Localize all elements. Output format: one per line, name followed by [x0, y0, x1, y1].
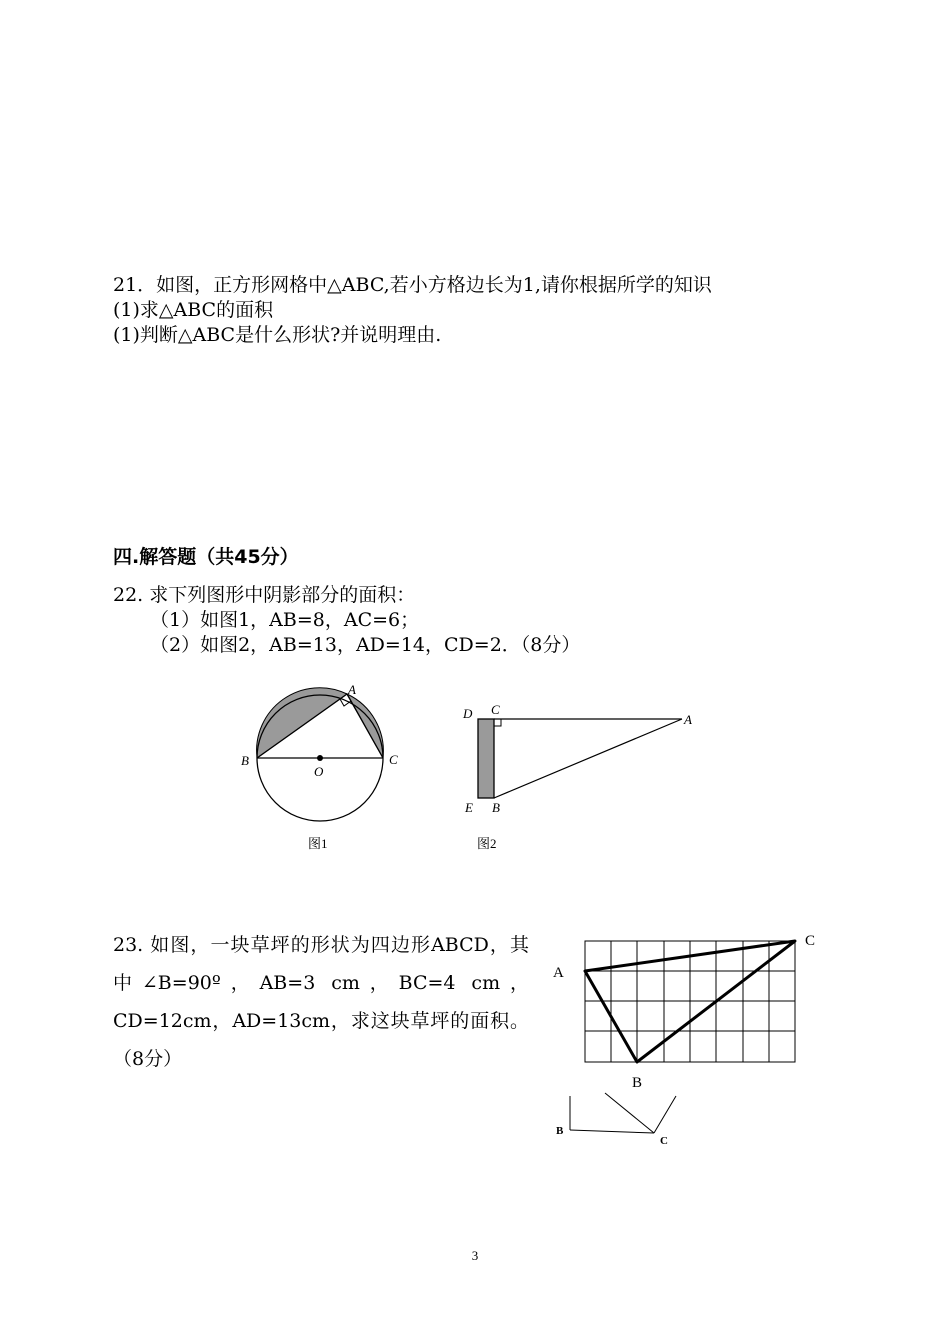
label-c: C: [491, 702, 500, 717]
label-a: A: [684, 712, 692, 727]
label-b: B: [492, 800, 500, 815]
label-a: A: [348, 682, 356, 697]
shaded-rectangle: [478, 719, 494, 798]
label-b: B: [632, 1075, 643, 1091]
center-point-o: [317, 755, 323, 761]
figure-2-caption: 图2: [477, 836, 497, 851]
q22-line1: 22. 求下列图形中阴影部分的面积：: [113, 584, 416, 606]
grid-figure: [545, 925, 825, 1095]
q22-line2: （1）如图1，AB=8，AC=6；: [150, 609, 420, 631]
label-b: B: [241, 753, 249, 768]
label-b: B: [556, 1125, 564, 1137]
q21-line3: (1)判断△ABC是什么形状?并说明理由.: [113, 324, 442, 346]
side-c-top: [605, 1093, 654, 1133]
right-angle-mark-c: [494, 719, 501, 726]
side-bc: [570, 1130, 654, 1133]
label-e: E: [465, 800, 473, 815]
side-cd: [654, 1096, 676, 1133]
q23-text: 23. 如图，一块草坪的形状为四边形ABCD，其中∠B=90º，AB=3 cm，BC=4 cm，CD=12cm，AD=13cm，求这块草坪的面积。（8分）: [113, 934, 529, 1070]
quadrilateral-sketch: [550, 1090, 680, 1150]
label-d: D: [463, 706, 473, 721]
segment-ab: [494, 719, 682, 798]
figure-1-caption: 图1: [308, 836, 328, 851]
page-number: 3: [471, 1248, 479, 1263]
section-heading: 四.解答题（共45分）: [113, 546, 299, 568]
q21-line2: (1)求△ABC的面积: [113, 299, 274, 321]
label-c: C: [660, 1135, 668, 1147]
label-c: C: [805, 933, 816, 949]
figure-2: [455, 695, 700, 855]
grid-lines: [585, 941, 795, 1062]
label-a: A: [553, 965, 564, 981]
label-o: O: [314, 764, 324, 779]
q21-line1: 21．如图，正方形网格中△ABC,若小方格边长为1,请你根据所学的知识: [113, 274, 712, 296]
label-c: C: [389, 752, 398, 767]
q22-line3: （2）如图2，AB=13，AD=14，CD=2．（8分）: [150, 634, 581, 656]
figure-1: [235, 680, 415, 860]
